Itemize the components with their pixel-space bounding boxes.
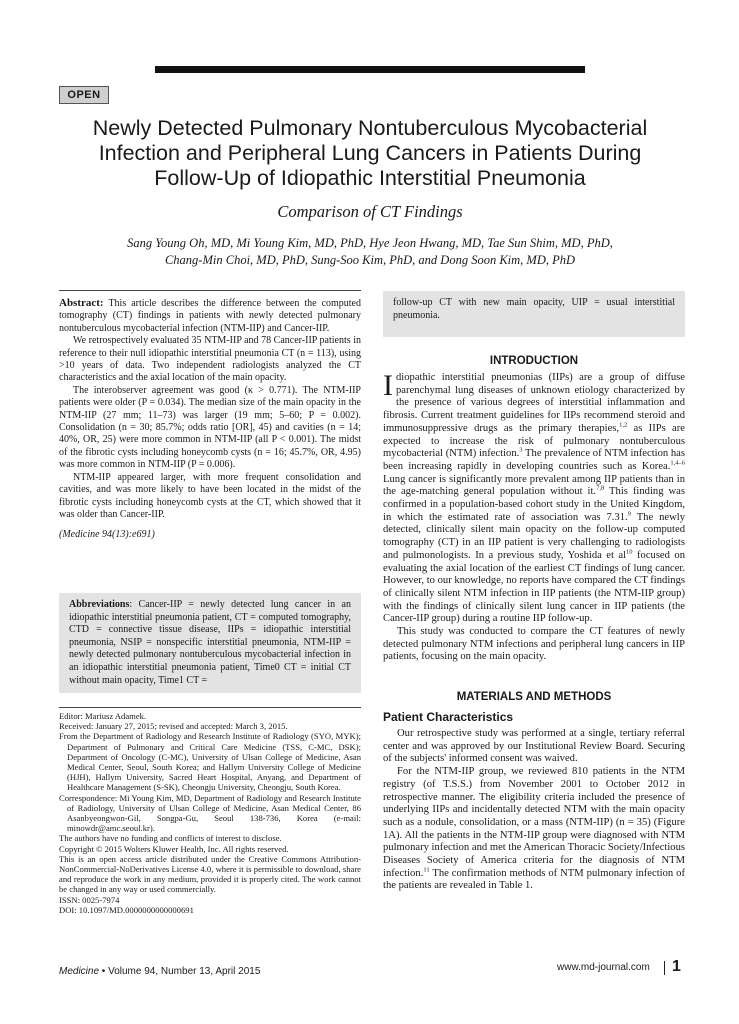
journal-volume: • Volume 94, Number 13, April 2015 <box>99 966 261 977</box>
footnotes <box>59 711 361 915</box>
abbreviations-text: : Cancer-IIP = newly detected lung cancer in an idiopathic interstitial pneumonia patient, CT = computed tomography, CTD = connective tissue disease, IIPs = idiopathic interstitial pneumonia, NSIP = nonspecific interstitial pneumonia, NTM-IIP = newly detected pulmonary nontuberculous mycobacterial infection in an idiopathic interstitial pneumonia patient, Time0 CT = initial CT without main opacity, Time1 CT = <box>69 599 351 686</box>
abstract-top-rule <box>59 290 361 291</box>
introduction-heading: INTRODUCTION <box>489 355 579 367</box>
introduction-paragraph: This study was conducted to compare the CT features of newly detected pulmonary NTM infections and peripheral lung cancers in IIP patients, focusing on the main opacity. <box>383 626 685 663</box>
author-line: Chang-Min Choi, MD, PhD, Sung-Soo Kim, PhD, and Dong Soon Kim, MD, PhD <box>164 253 576 267</box>
article-title <box>40 116 700 191</box>
footnote-received: Received: January 27, 2015; revised and accepted: March 3, 2015. <box>59 721 288 732</box>
abbreviations-box <box>59 593 361 693</box>
journal-website[interactable]: www.md-journal.com <box>557 962 650 973</box>
open-access-badge: OPEN <box>59 86 109 104</box>
abstract <box>59 297 361 542</box>
title-line: Infection and Peripheral Lung Cancers in Patients During <box>98 141 642 165</box>
methods-paragraph: For the NTM-IIP group, we reviewed 810 patients in the NTM registry (of T.S.S.) from November 2001 to October 2012 in retrospective manner. The eligibility criteria included the presence of underlying IIPs and incidentally detected NTM with the main opacity such as a nodule, consolidation, or a mass (NTM-IIP) (n = 35) (Figure 1A). All the patients in the NTM-IIP group were diagnosed with NTM pulmonary infection and met the American Thoracic Society/Infectious Diseases Society of America criteria for the diagnosis of NTM infection.$^{11}$ The confirmation methods of NTM pulmonary infection of the patients are revealed in Table 1. <box>383 766 685 892</box>
drop-cap: I <box>383 369 393 402</box>
footnote-editor: Editor: Mariusz Adamek. <box>59 711 147 721</box>
methods-heading: MATERIALS AND METHODS <box>456 691 612 703</box>
footnote-license: This is an open access article distributed under the Creative Commons Attribution-NonCommercial-NoDerivatives License 4.0, where it is permissible to download, share and reproduce the work in any medium, provided it is properly cited. The work cannot be changed in any way or used commercially. <box>59 853 361 895</box>
abstract-paragraph: The interobserver agreement was good (κ > 0.771). The NTM-IIP patients were older (P = 0.034). The median size of the main opacity in the NTM-IIP (27 mm; 11–73) was larger (19 mm; 5–60; P = 0.002). Consolidation (n = 30; 85.7%; odds ratio [OR], 45) and cavities (n = 14; 40%, OR, 25) were more common in NTM-IIP (all P < 0.001). The midst of the fibrotic cysts including honeycomb cysts (n = 16; 45.7%, OR, 4.95) was more common in NTM-IIP (P = 0.006). <box>59 384 361 471</box>
page-number: 1 <box>672 958 681 975</box>
author-list <box>40 235 700 269</box>
abstract-paragraph: NTM-IIP appeared larger, with more frequent consolidation and cavities, and was more likely to have been located in the midst of the fibrotic cysts including honeycomb cysts at the CT, which showed that it was older than Cancer-IIP. <box>59 471 361 520</box>
page-separator <box>664 961 665 975</box>
abstract-paragraph: We retrospectively evaluated 35 NTM-IIP and 78 Cancer-IIP patients in reference to their null idiopathic interstitial pneumonia CT (n = 113), using >10 years of data. Two independent radiologists analyzed the CT characteristics and the axial location of the main opacity. <box>59 335 361 384</box>
abbreviations-label: Abbreviations <box>69 599 130 610</box>
patient-characteristics-heading: Patient Characteristics <box>383 710 514 724</box>
journal-footer <box>59 966 260 977</box>
methods-paragraph: Our retrospective study was performed at a single, tertiary referral center and was approved by our Institutional Review Board. Securing of the subjects' informed consent was waived. <box>383 728 685 765</box>
footnote-affiliations: From the Department of Radiology and Research Institute of Radiology (SYO, MYK); Department of Pulmonary and Critical Care Medicine (TSS, C-MC, DSK); Department of Oncology (C-MC), University of Ulsan College of Medicine, Asan Medical Center, Seoul, South Korea; and Hallym University College of Medicine (HJH), Hallym University, Sacred Heart Hospital, Anyang, and Department of Healthcare Management (S-SK), Cheongju University, Cheongju, South Korea. <box>59 731 361 793</box>
methods-body <box>383 728 685 893</box>
footnote-issn: ISSN: 0025-7974 <box>59 894 120 905</box>
footnote-funding: The authors have no funding and conflicts of interest to disclose. <box>59 833 282 844</box>
introduction-body <box>383 369 685 664</box>
abstract-label: Abstract: <box>59 297 104 309</box>
citation: (Medicine 94(13):e691) <box>59 529 155 541</box>
author-line: Sang Young Oh, MD, Mi Young Kim, MD, PhD, Hye Jeon Hwang, MD, Tae Sun Shim, MD, PhD, <box>127 236 613 250</box>
footnote-copyright: Copyright © 2015 Wolters Kluwer Health, Inc. All rights reserved. <box>59 843 289 854</box>
header-rule <box>155 66 585 73</box>
introduction-text: diopathic interstitial pneumonias (IIPs) are a group of diffuse parenchymal lung diseases of unknown etiology characterized by the presence of various degrees of interstitial inflammation and fibrosis. Current treatment guidelines for IIPs recommend steroid and immunosuppressive drugs as the primary therapies,$^{1,2}$ as IIPs are expected to increase the risk of pulmonary nontuberculous mycobacterial (NTM) infection.$^3$ The prevalence of NTM infection has been increasing rapidly in developing countries such as Korea.$^{1,4-6}$ Lung cancer is significantly more prevalent among IIP patients than in the age-matching general population without it.$^{7,8}$ This finding was confirmed in a population-based cohort study in the United Kingdom, in which the estimated rate of association was 7.31.$^9$ The newly detected, clinically silent main opacity on the follow-up computed tomography (CT) in an IIP patient is very challenging to radiologists and pulmonologists. In a previous study, Yoshida et $al^{10}$ focused on evaluating the axial location of the earliest CT findings of lung cancer. However, to our knowledge, no reports have compared the CT findings of clinically silent NTM infection in IIP patients (the NTM-IIP group) with the findings of clinically silent lung cancer in IIP patients (the Cancer-IIP group) during a routine IIP follow-up. <box>383 372 685 625</box>
footnote-doi: DOI: 10.1097/MD.0000000000000691 <box>59 904 194 915</box>
footnote-correspondence: Correspondence: Mi Young Kim, MD, Department of Radiology and Research Institute of Radiology, University of Ulsan College of Medicine, Asan Medical Center, 86 Asanbyeongwon-Gil, Songpa-Gu, Seoul 138-736, Korea (e-mail: minowdr@amc.seoul.kr). <box>59 792 361 834</box>
abstract-paragraph: This article describes the difference between the computed tomography (CT) findings in patients with newly detected pulmonary nontuberculous mycobacterial infection (NTM-IIP) and Cancer-IIP. <box>59 298 361 334</box>
footnote-rule <box>59 707 361 708</box>
article-subtitle: Comparison of CT Findings <box>277 202 463 221</box>
abbreviations-box-continued: follow-up CT with new main opacity, UIP = usual interstitial pneumonia. <box>383 291 685 337</box>
introduction-paragraph <box>383 369 685 626</box>
title-line: Follow-Up of Idiopathic Interstitial Pneumonia <box>154 166 586 190</box>
journal-name: Medicine <box>59 966 100 977</box>
title-line: Newly Detected Pulmonary Nontuberculous Mycobacterial <box>92 116 648 140</box>
